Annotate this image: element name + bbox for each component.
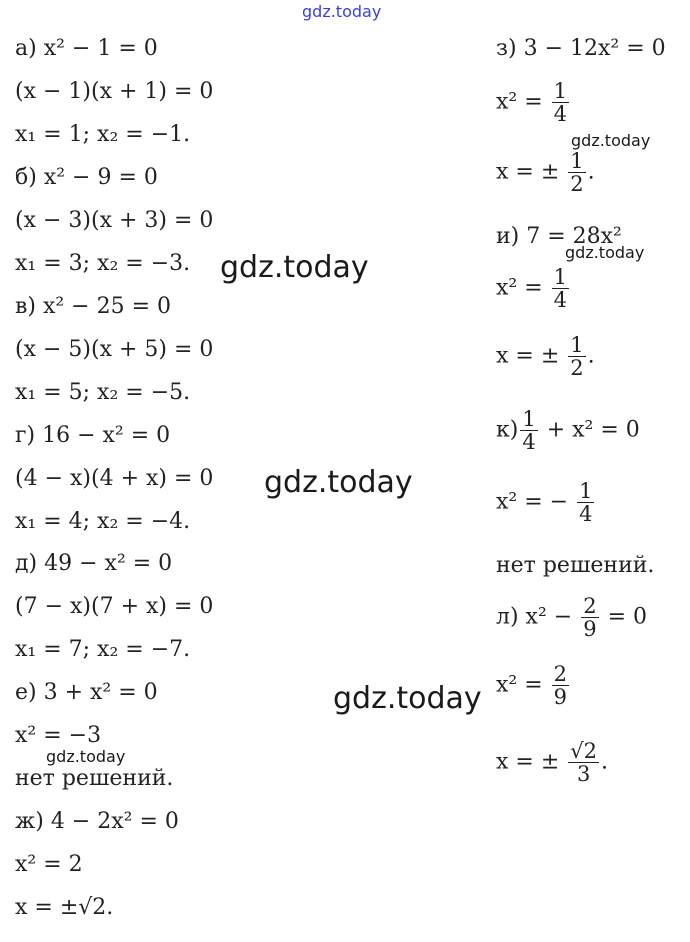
- problem-i-step: [496, 266, 571, 311]
- problem-b-equation: б) x² − 9 = 0: [15, 165, 158, 190]
- watermark-big-1: gdz.today: [220, 250, 369, 285]
- problem-g-factored: (4 − x)(4 + x) = 0: [15, 466, 214, 491]
- fraction: [581, 595, 598, 640]
- problem-l-roots-lhs: x = ±: [496, 749, 560, 775]
- period: .: [601, 749, 609, 775]
- problem-e-step: x² = −3: [15, 723, 102, 748]
- problem-a-roots: x₁ = 1; x₂ = −1.: [15, 122, 191, 147]
- problem-e-no-solutions: нет решений.: [15, 766, 174, 791]
- fraction-numerator: 1: [553, 265, 568, 289]
- problem-z-equation: з) 3 − 12x² = 0: [496, 36, 666, 61]
- fraction-numerator: 1: [522, 407, 536, 431]
- fraction-numerator: 1: [570, 149, 584, 173]
- problem-k-equation: [496, 408, 640, 453]
- problem-k-step-lhs: x² = −: [496, 489, 569, 515]
- problem-z-step-lhs: x² =: [496, 89, 543, 115]
- problem-g-equation: г) 16 − x² = 0: [15, 423, 171, 448]
- problem-k-no-solutions: нет решений.: [496, 553, 655, 578]
- problem-z-roots-lhs: x = ±: [496, 159, 560, 185]
- fraction-denominator: 4: [553, 102, 568, 127]
- fraction-denominator: 4: [579, 502, 593, 527]
- problem-l-equation-rhs: = 0: [607, 604, 648, 630]
- fraction: [568, 740, 599, 785]
- fraction: [568, 150, 585, 195]
- period: .: [587, 343, 595, 369]
- fraction: [552, 266, 569, 311]
- problem-v-equation: в) x² − 25 = 0: [15, 294, 172, 319]
- fraction: [568, 334, 585, 379]
- fraction-denominator: 9: [583, 617, 597, 642]
- fraction-denominator: 9: [553, 685, 568, 710]
- watermark-big-2: gdz.today: [264, 465, 413, 500]
- fraction-numerator: 1: [570, 333, 584, 357]
- fraction-denominator: 4: [553, 288, 568, 313]
- watermark-top: gdz.today: [302, 2, 382, 21]
- problem-b-roots: x₁ = 3; x₂ = −3.: [15, 251, 191, 276]
- watermark-small-3: gdz.today: [46, 747, 126, 766]
- problem-a-equation: а) x² − 1 = 0: [15, 36, 158, 61]
- fraction: [577, 480, 594, 525]
- problem-zh-equation: ж) 4 − 2x² = 0: [15, 809, 179, 834]
- watermark-small-2: gdz.today: [565, 243, 645, 262]
- fraction-numerator: √2: [570, 739, 598, 763]
- problem-d-factored: (7 − x)(7 + x) = 0: [15, 594, 214, 619]
- problem-k-equation-rest: + x² = 0: [546, 417, 640, 443]
- fraction-numerator: 2: [583, 594, 597, 618]
- problem-l-equation: [496, 595, 647, 640]
- problem-a-factored: (x − 1)(x + 1) = 0: [15, 79, 214, 104]
- problem-zh-roots: x = ±√2.: [15, 895, 114, 920]
- problem-k-step: [496, 480, 596, 525]
- problem-v-factored: (x − 5)(x + 5) = 0: [15, 337, 214, 362]
- problem-z-step: [496, 80, 571, 125]
- fraction-denominator: 3: [576, 762, 591, 787]
- watermark-big-3: gdz.today: [333, 681, 482, 716]
- watermark-small-1: gdz.today: [571, 131, 651, 150]
- fraction: [552, 663, 569, 708]
- fraction-numerator: 1: [553, 79, 568, 103]
- problem-i-equation: и) 7 = 28x²: [496, 224, 622, 249]
- problem-v-roots: x₁ = 5; x₂ = −5.: [15, 380, 191, 405]
- problem-i-roots: [496, 334, 595, 379]
- problem-i-roots-lhs: x = ±: [496, 343, 560, 369]
- problem-d-equation: д) 49 − x² = 0: [15, 551, 173, 576]
- problem-d-roots: x₁ = 7; x₂ = −7.: [15, 637, 191, 662]
- problem-l-step-lhs: x² =: [496, 672, 543, 698]
- problem-l-equation-lhs: л) x² −: [496, 604, 573, 630]
- period: .: [587, 159, 595, 185]
- problem-zh-step: x² = 2: [15, 852, 83, 877]
- fraction-numerator: 1: [579, 479, 593, 503]
- fraction-denominator: 4: [522, 430, 536, 455]
- fraction-denominator: 2: [570, 356, 584, 381]
- fraction: [552, 80, 569, 125]
- problem-i-step-lhs: x² =: [496, 275, 543, 301]
- problem-g-roots: x₁ = 4; x₂ = −4.: [15, 509, 191, 534]
- fraction-denominator: 2: [570, 172, 584, 197]
- problem-b-factored: (x − 3)(x + 3) = 0: [15, 208, 214, 233]
- fraction-numerator: 2: [553, 662, 568, 686]
- problem-l-roots: [496, 740, 608, 785]
- fraction: [520, 408, 537, 453]
- problem-l-step: [496, 663, 571, 708]
- problem-k-label: к): [496, 417, 519, 443]
- problem-e-equation: е) 3 + x² = 0: [15, 680, 158, 705]
- problem-z-roots: [496, 150, 595, 195]
